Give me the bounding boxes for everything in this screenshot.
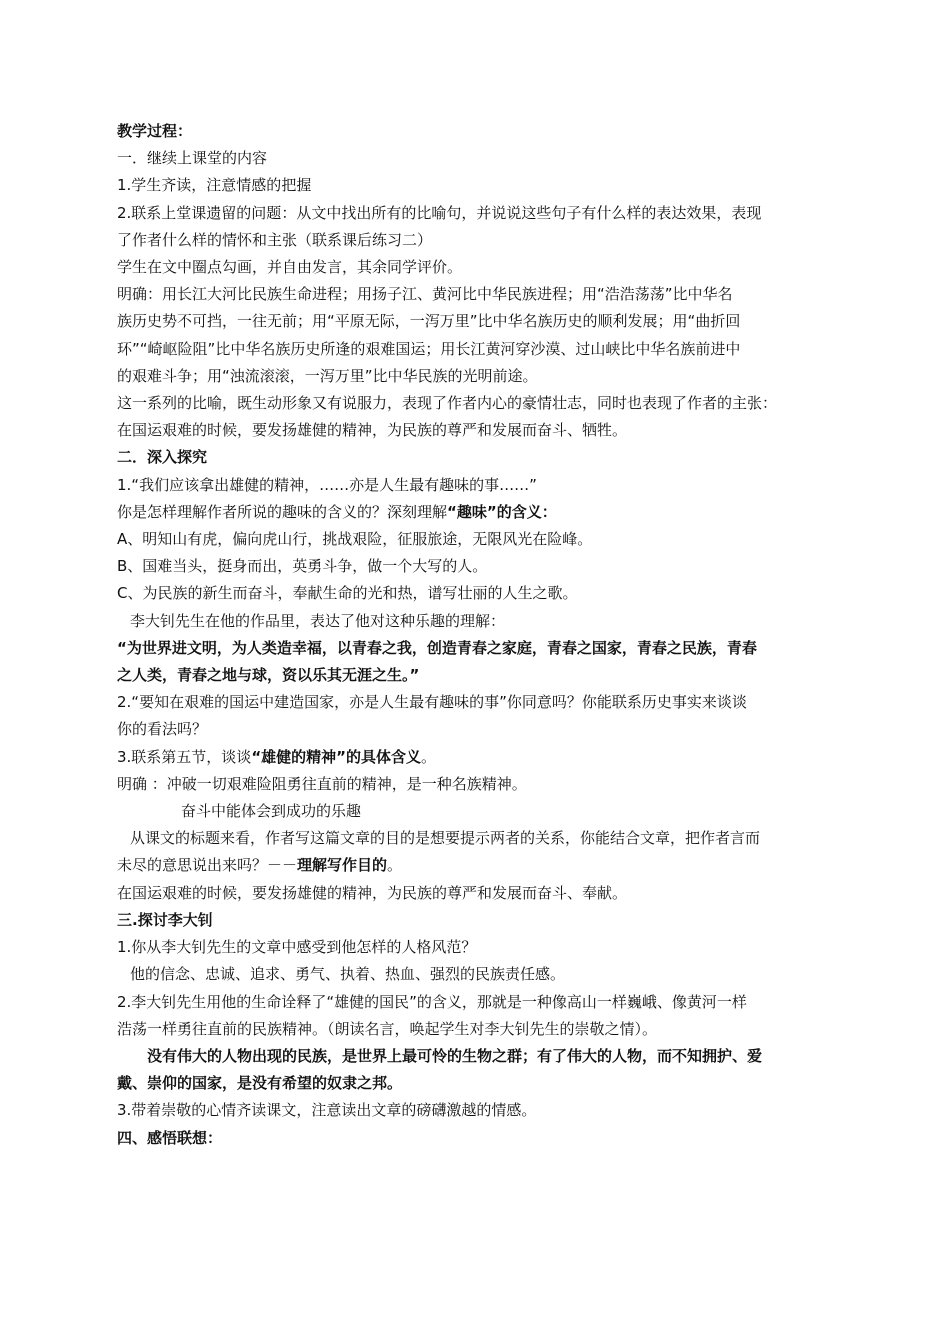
paragraph: 明确 ：冲破一切艰难险阻勇往直前的精神，是一种名族精神。 [117,774,527,793]
text-run: 。 [421,747,437,766]
quote-line: 没有伟大的人物出现的民族，是世界上最可怜的生物之群；有了伟大的人物，而不知拥护、爱 [147,1046,763,1065]
quote-line: 之人类，青春之地与球，资以乐其无涯之生。” [117,666,420,685]
paragraph: 浩荡一样勇往直前的民族精神。（朗读名言，唤起学生对李大钊先生的崇敬之情）。 [117,1019,658,1038]
bold-text-run: 理解写作目的 [297,856,388,875]
paragraph [117,499,837,526]
quote-line: 戴、崇仰的国家，是没有希望的奴隶之邦。 [117,1074,403,1093]
quote-line: “为世界进文明，为人类造幸福，以青春之我，创造青春之家庭，青春之国家，青春之民族，青春 [117,638,757,657]
paragraph: 学生在文中圈点勾画，并自由发言，其余同学评价。 [117,258,463,277]
paragraph: 1.“我们应该拿出雄健的精神，……亦是人生最有趣味的事……” [117,475,537,494]
text-run: 你是怎样理解作者所说的趣味的含义的？深刻理解 [117,502,448,521]
paragraph: 的艰难斗争；用“浊流滚滚，一泻万里”比中华民族的光明前途。 [117,366,538,385]
section-heading-deep-inquiry: 二．深入探究 [117,448,208,467]
bold-text-run: “趣味”的含义： [447,502,557,521]
paragraph: B、国难当头，挺身而出，英勇斗争，做一个大写的人。 [117,557,488,576]
paragraph: 1.你从李大钊先生的文章中感受到他怎样的人格风范？ [117,938,477,957]
paragraph: 你的看法吗？ [117,720,208,739]
paragraph: 环”“崎岖险阻”比中华名族历史所逢的艰难国运；用长江黄河穿沙漠、过山峡比中华名族前进中 [117,339,741,358]
text-run: 。 [387,856,403,875]
paragraph: 奋斗中能体会到成功的乐趣 [181,802,362,821]
paragraph [117,852,837,879]
paragraph: 在国运艰难的时候，要发扬雄健的精神，为民族的尊严和发展而奋斗、奉献。 [117,883,628,902]
paragraph: 一．继续上课堂的内容 [117,149,268,168]
paragraph: 明确：用长江大河比民族生命进程；用扬子江、黄河比中华民族进程；用“浩浩荡荡”比中华名 [117,285,733,304]
text-run: 未尽的意思说出来吗？－－ [117,856,298,875]
paragraph: C、为民族的新生而奋斗，奉献生命的光和热，谱写壮丽的人生之歌。 [117,584,578,603]
paragraph: 了作者什么样的情怀和主张（联系课后练习二） [117,230,433,249]
paragraph: 3.带着崇敬的心情齐读课文，注意读出文章的磅礴激越的情感。 [117,1101,537,1120]
paragraph: 李大钊先生在他的作品里，表达了他对这种乐趣的理解： [130,611,506,630]
text-run: 3.联系第五节，谈谈 [117,747,252,766]
paragraph: 2.“要知在艰难的国运中建造国家，亦是人生最有趣味的事”你同意吗？你能联系历史事实来谈谈 [117,693,747,712]
paragraph: 1.学生齐读，注意情感的把握 [117,176,312,195]
section-heading-teaching-process: 教学过程： [117,122,193,140]
paragraph: 这一系列的比喻，既生动形象又有说服力，表现了作者内心的豪情壮志，同时也表现了作者的主张： [117,394,778,413]
section-heading-reflection: 四、感悟联想： [117,1128,223,1147]
paragraph: 2.联系上堂课遗留的问题：从文中找出所有的比喻句，并说说这些句子有什么样的表达效果，表现 [117,203,762,222]
paragraph: 族历史势不可挡，一往无前；用“平原无际，一泻万里”比中华名族历史的顺利发展；用“曲折回 [117,312,741,331]
paragraph: A、明知山有虎，偏向虎山行，挑战艰险，征服旅途，无限风光在险峰。 [117,530,593,549]
paragraph: 他的信念、忠诚、追求、勇气、执着、热血、强烈的民族责任感。 [130,965,566,984]
section-heading-li-dazhao: 三.探讨李大钊 [117,910,213,929]
bold-text-run: “雄健的精神”的具体含义 [251,747,422,766]
paragraph: 从课文的标题来看，作者写这篇文章的目的是想要提示两者的关系，你能结合文章，把作者言而 [130,829,761,848]
paragraph: 在国运艰难的时候，要发扬雄健的精神，为民族的尊严和发展而奋斗、牺牲。 [117,421,628,440]
paragraph [117,744,837,771]
document-body [117,118,837,1152]
paragraph: 2.李大钊先生用他的生命诠释了“雄健的国民”的含义，那就是一种像高山一样巍峨、像黄河一样 [117,992,747,1011]
